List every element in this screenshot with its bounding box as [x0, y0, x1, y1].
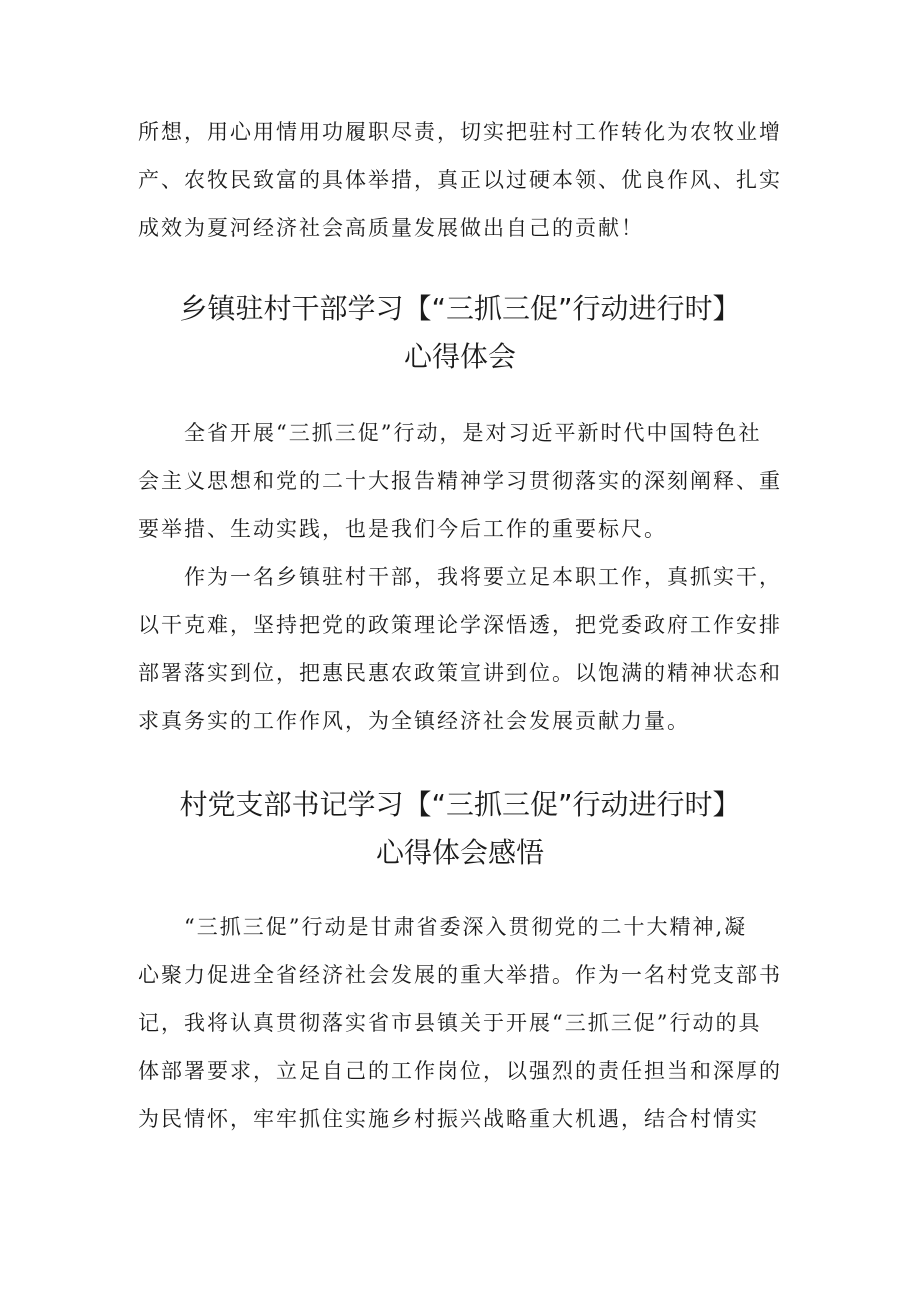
title-line: 村党支部书记学习【“三抓三促”行动进行时】 — [179, 788, 741, 821]
text-line: 产、农牧民致富的具体举措，真正以过硬本领、优良作风、扎实 — [138, 168, 782, 192]
text-line: 记，我将认真贯彻落实省市县镇关于开展“三抓三促”行动的具 — [138, 1011, 762, 1035]
text-line: 所想，用心用情用功履职尽责，切实把驻村工作转化为农牧业增 — [138, 120, 782, 144]
text-line: “三抓三促”行动是甘肃省委深入贯彻党的二十大精神,凝 — [138, 915, 748, 939]
text-line: 作为一名乡镇驻村干部，我将要立足本职工作，真抓实干， — [138, 565, 782, 589]
section1-paragraph2 — [138, 553, 793, 745]
text-line: 体部署要求，立足自己的工作岗位，以强烈的责任担当和深厚的 — [138, 1059, 782, 1083]
title-line: 心得体会感悟 — [375, 836, 544, 869]
text-line: 全省开展“三抓三促”行动，是对习近平新时代中国特色社 — [138, 421, 762, 445]
section1-title — [110, 285, 810, 381]
text-line: 求真务实的工作作风，为全镇经济社会发展贡献力量。 — [138, 709, 690, 733]
text-line: 成效为夏河经济社会高质量发展做出自己的贡献！ — [138, 216, 644, 240]
text-line: 以干克难，坚持把党的政策理论学深悟透，把党委政府工作安排 — [138, 613, 782, 637]
title-line: 心得体会 — [403, 340, 516, 373]
text-line: 要举措、生动实践，也是我们今后工作的重要标尺。 — [138, 517, 667, 541]
text-line: 会主义思想和党的二十大报告精神学习贯彻落实的深刻阐释、重 — [138, 469, 782, 493]
section2-title — [110, 781, 810, 877]
text-line: 为民情怀，牢牢抓住实施乡村振兴战略重大机遇，结合村情实 — [138, 1107, 759, 1131]
title-line: 乡镇驻村干部学习【“三抓三促”行动进行时】 — [179, 292, 741, 325]
section1-paragraph1 — [138, 409, 793, 553]
text-line: 心聚力促进全省经济社会发展的重大举措。作为一名村党支部书 — [138, 963, 782, 987]
intro-paragraph — [138, 108, 793, 252]
text-line: 部署落实到位，把惠民惠农政策宣讲到位。以饱满的精神状态和 — [138, 661, 782, 685]
section2-paragraph1 — [138, 903, 793, 1143]
